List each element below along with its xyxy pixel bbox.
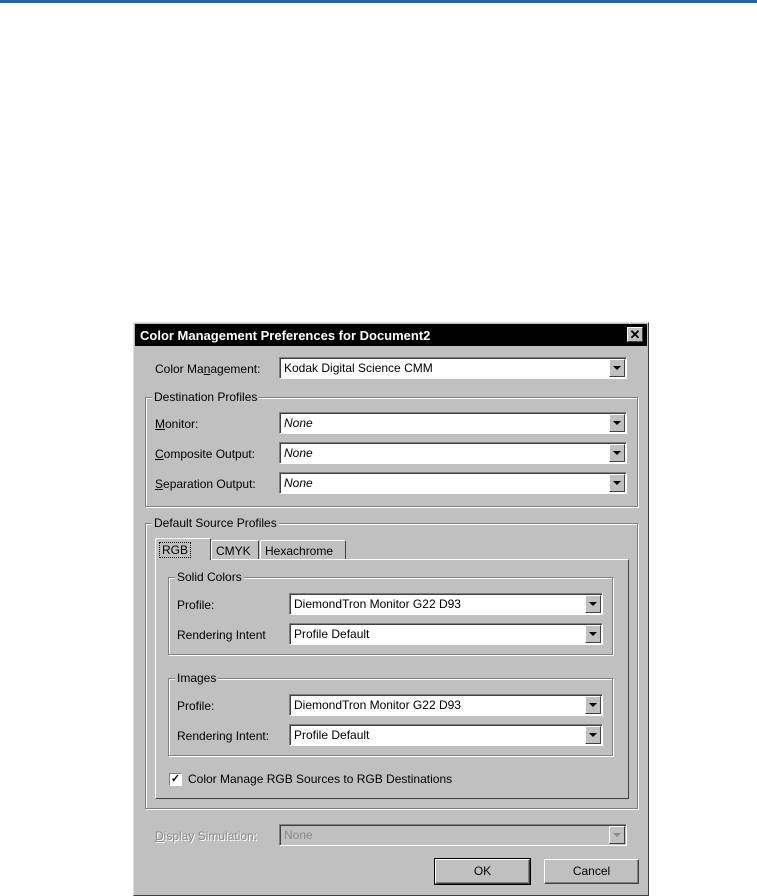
color-management-dialog [133,322,649,896]
default-source-profiles-title: Default Source Profiles [154,516,277,530]
images-intent-value: Profile Default [294,728,370,742]
monitor-value: None [284,416,313,430]
chevron-down-icon[interactable] [585,595,601,613]
composite-output-select[interactable] [279,442,627,464]
chevron-down-icon [609,826,625,844]
display-simulation-select [279,824,627,846]
title-bar[interactable] [135,324,647,346]
composite-output-label: Composite Output: [155,447,256,461]
separation-output-value: None [284,476,313,490]
cancel-button[interactable]: Cancel [544,859,639,884]
solid-profile-value: DiemondTron Monitor G22 D93 [294,597,461,611]
solid-profile-label: Profile: [177,598,215,612]
rgb-tab-panel [155,559,629,799]
solid-intent-value: Profile Default [294,627,370,641]
tab-cmyk[interactable]: CMYK [211,540,259,560]
close-button[interactable] [627,327,643,342]
color-manage-rgb-label[interactable]: Color Manage RGB Sources to RGB Destinations [188,772,453,786]
images-profile-select[interactable] [289,694,603,716]
solid-colors-title: Solid Colors [177,570,242,584]
chevron-down-icon[interactable] [609,359,625,377]
checkmark-icon: ✓ [170,773,181,785]
dialog-title: Color Management Preferences for Document2 [140,328,431,343]
images-title: Images [177,671,217,685]
color-management-select[interactable] [279,357,627,379]
images-intent-label: Rendering Intent: [177,729,270,743]
display-simulation-value: None [284,828,313,842]
chevron-down-icon[interactable] [609,444,625,462]
chevron-down-icon[interactable] [585,696,601,714]
destination-profiles-title: Destination Profiles [154,390,258,404]
tab-hexachrome[interactable]: Hexachrome [260,540,346,560]
chevron-down-icon[interactable] [609,414,625,432]
solid-intent-select[interactable] [289,623,603,645]
color-management-value: Kodak Digital Science CMM [284,361,433,375]
monitor-select[interactable] [279,412,627,434]
tab-rgb[interactable]: RGB [155,538,211,560]
images-profile-value: DiemondTron Monitor G22 D93 [294,698,461,712]
chevron-down-icon[interactable] [585,726,601,744]
composite-output-value: None [284,446,313,460]
monitor-label: Monitor: [155,417,199,431]
solid-profile-select[interactable] [289,593,603,615]
top-rule [0,0,757,3]
color-manage-rgb-checkbox[interactable] [169,773,182,786]
separation-output-label: Separation Output: [155,477,256,491]
solid-intent-label: Rendering Intent [177,628,266,642]
close-icon: ✕ [629,327,641,342]
color-management-label: Color Management: [155,362,261,376]
chevron-down-icon[interactable] [585,625,601,643]
separation-output-select[interactable] [279,472,627,494]
ok-button[interactable]: OK [435,859,530,884]
images-profile-label: Profile: [177,699,215,713]
display-simulation-label: Display Simulation: [155,829,258,843]
chevron-down-icon[interactable] [609,474,625,492]
images-intent-select[interactable] [289,724,603,746]
